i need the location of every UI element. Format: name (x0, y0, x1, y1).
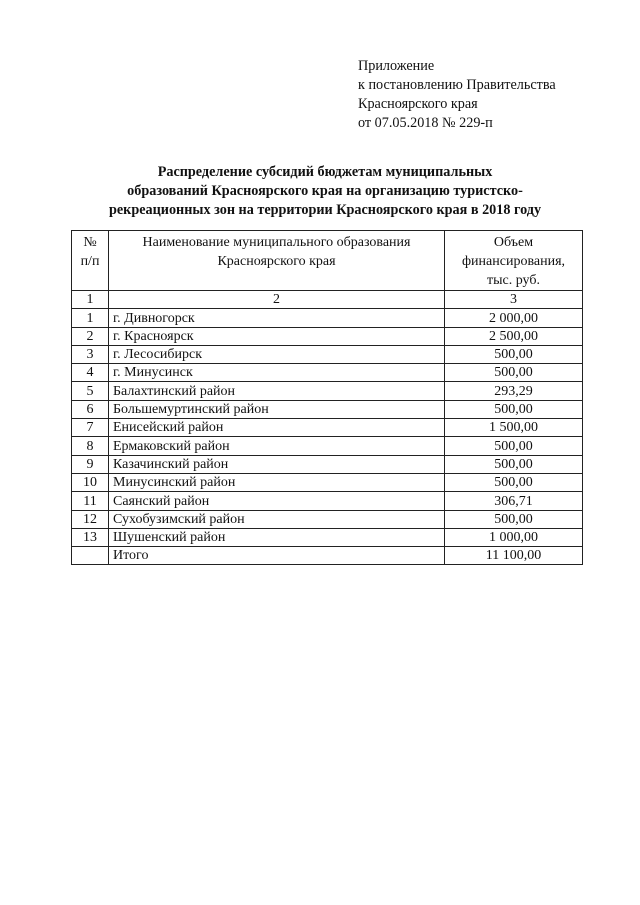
appendix-line: к постановлению Правительства (358, 77, 556, 93)
table-row (72, 473, 583, 491)
row-amount: 2 500,00 (445, 327, 583, 345)
column-number-row (72, 291, 583, 309)
row-municipality: Шушенский район (109, 528, 445, 546)
table-row (72, 345, 583, 363)
row-number: 1 (72, 309, 109, 327)
row-municipality: г. Красноярск (109, 327, 445, 345)
appendix-date-line: от 07.05.2018 № 229-п (358, 115, 493, 131)
table-row (72, 437, 583, 455)
row-municipality: Минусинский район (109, 473, 445, 491)
appendix-line: Приложение (358, 58, 435, 74)
row-number: 3 (72, 345, 109, 363)
column-number: 1 (72, 291, 109, 309)
table-row (72, 400, 583, 418)
row-municipality: Балахтинский район (109, 382, 445, 400)
row-number: 7 (72, 419, 109, 437)
row-municipality: Саянский район (109, 492, 445, 510)
document-title (60, 163, 590, 220)
row-amount: 500,00 (445, 455, 583, 473)
table-row (72, 510, 583, 528)
row-amount: 500,00 (445, 473, 583, 491)
table-row (72, 528, 583, 546)
row-municipality: г. Лесосибирск (109, 345, 445, 363)
table-header-row (72, 231, 583, 291)
appendix-line: Красноярского края (358, 96, 478, 112)
title-line: Распределение субсидий бюджетам муниципальных (157, 164, 493, 180)
total-label: Итого (109, 547, 445, 565)
row-number: 5 (72, 382, 109, 400)
table-row (72, 382, 583, 400)
row-number: 8 (72, 437, 109, 455)
header-municipality: Наименование муниципального образования Красноярского края (109, 231, 445, 291)
row-number: 2 (72, 327, 109, 345)
row-number: 4 (72, 364, 109, 382)
row-municipality: Енисейский район (109, 419, 445, 437)
table-row (72, 309, 583, 327)
row-municipality: Сухобузимский район (109, 510, 445, 528)
total-amount: 11 100,00 (445, 547, 583, 565)
appendix-block (358, 57, 628, 133)
row-municipality: Большемуртинский район (109, 400, 445, 418)
row-number: 9 (72, 455, 109, 473)
title-line: образований Красноярского края на организацию туристско- (127, 183, 523, 199)
header-amount: Объем финансирования, тыс. руб. (445, 231, 583, 291)
table-row (72, 419, 583, 437)
row-amount: 500,00 (445, 345, 583, 363)
row-municipality: Казачинский район (109, 455, 445, 473)
row-amount: 293,29 (445, 382, 583, 400)
row-amount: 1 000,00 (445, 528, 583, 546)
row-amount: 500,00 (445, 400, 583, 418)
row-amount: 2 000,00 (445, 309, 583, 327)
row-number: 12 (72, 510, 109, 528)
total-row (72, 547, 583, 565)
table-row (72, 455, 583, 473)
row-amount: 500,00 (445, 364, 583, 382)
row-number: 6 (72, 400, 109, 418)
row-number: 10 (72, 473, 109, 491)
row-amount: 500,00 (445, 437, 583, 455)
row-amount: 500,00 (445, 510, 583, 528)
table-row (72, 492, 583, 510)
title-line: рекреационных зон на территории Красноярского края в 2018 году (108, 202, 542, 218)
row-municipality: г. Дивногорск (109, 309, 445, 327)
column-number: 3 (445, 291, 583, 309)
column-number: 2 (109, 291, 445, 309)
row-number: 11 (72, 492, 109, 510)
header-number: № п/п (72, 231, 109, 291)
total-number (72, 547, 109, 565)
subsidies-table (71, 230, 583, 565)
table-row (72, 327, 583, 345)
row-municipality: г. Минусинск (109, 364, 445, 382)
row-municipality: Ермаковский район (109, 437, 445, 455)
row-number: 13 (72, 528, 109, 546)
table-row (72, 364, 583, 382)
row-amount: 1 500,00 (445, 419, 583, 437)
row-amount: 306,71 (445, 492, 583, 510)
